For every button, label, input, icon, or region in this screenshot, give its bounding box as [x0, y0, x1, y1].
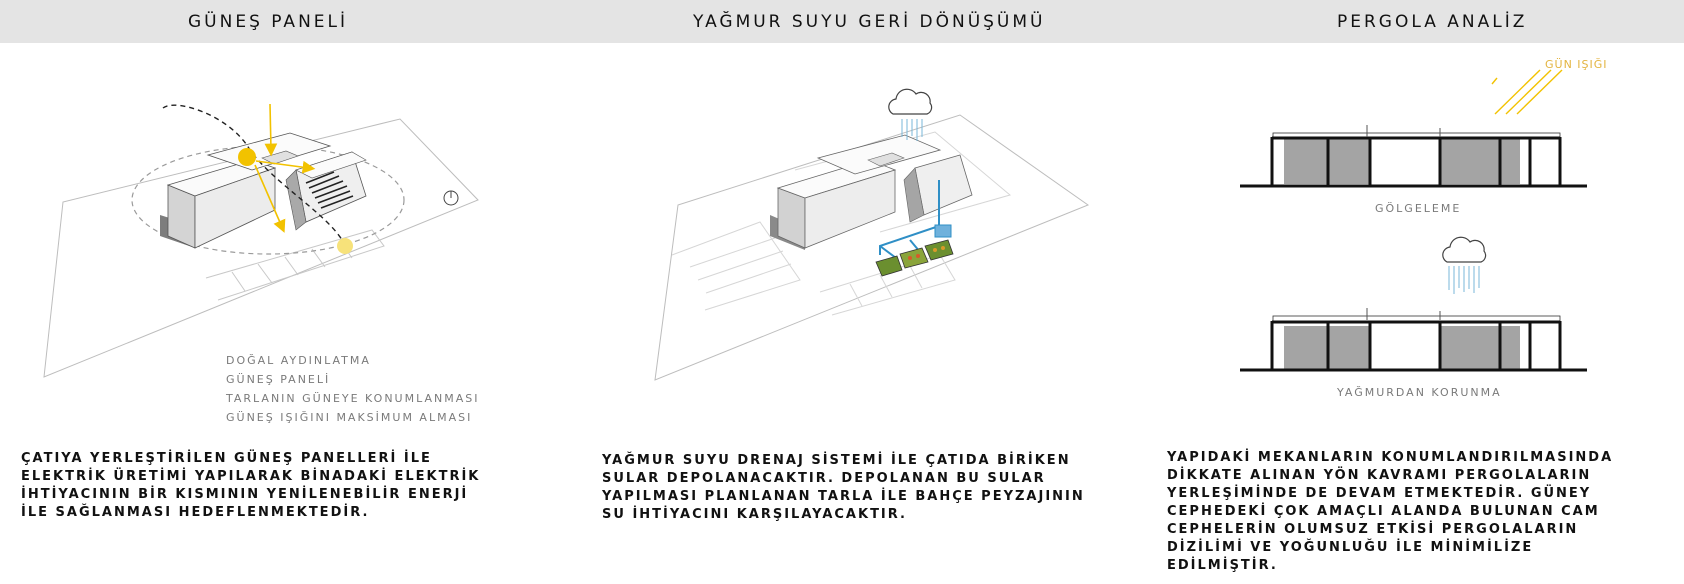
- legend-item: TARLANIN GÜNEYE KONUMLANMASI: [226, 392, 480, 405]
- solar-diagram: [44, 104, 478, 377]
- building-roof-top: [208, 133, 330, 170]
- title-rainwater: YAĞMUR SUYU GERİ DÖNÜŞÜMÜ: [693, 12, 1046, 32]
- pergola-rain-cloud-icon: [1443, 237, 1486, 294]
- north-compass-icon: [444, 191, 458, 205]
- title-pergola: PERGOLA ANALİZ: [1337, 12, 1528, 32]
- water-tank: [935, 225, 951, 237]
- caption-rain-protection: YAĞMURDAN KORUNMA: [1337, 386, 1502, 399]
- pergola-description: YAPIDAKİ MEKANLARIN KONUMLANDIRILMASINDA DİKKATE ALINAN YÖN KAVRAMI PERGOLALARIN YERLEŞİMİNDE DE DEVAM ETMEKTEDİR. GÜNEY CEPHEDEKİ ÇOK AMAÇLI ALANDA BULUNAN CAM CEPHELERİN OLUMSUZ ETKİSİ PERGOLALARIN DİZİLİMİ VE YOĞUNLUĞU İLE MİNİMİLİZE EDİLMİŞTİR.: [1167, 450, 1614, 573]
- legend-item: GÜNEŞ IŞIĞINI MAKSİMUM ALMASI: [226, 411, 473, 424]
- pergola-section-rain: [1240, 308, 1587, 370]
- sun-light-label: GÜN IŞIĞI: [1545, 58, 1608, 71]
- caption-shade: GÖLGELEME: [1375, 202, 1462, 215]
- rain-description: YAĞMUR SUYU DRENAJ SİSTEMİ İLE ÇATIDA BİRİKEN SULAR DEPOLANACAKTIR. DEPOLANAN BU SULAR YAPILMASI PLANLANAN TARLA İLE BAHÇE PEYZAJININ SU İHTİYACINI KARŞILAYACAKTIR.: [602, 453, 1085, 522]
- sun-rays: [1492, 70, 1562, 114]
- solar-legend: [226, 351, 479, 427]
- sun-icon: [238, 148, 256, 166]
- title-solar-panel: GÜNEŞ PANELİ: [188, 12, 349, 32]
- rain-cloud-icon: [889, 89, 932, 141]
- legend-item: DOĞAL AYDINLATMA: [226, 354, 371, 367]
- pergola-diagram: [1240, 70, 1587, 370]
- solar-description: ÇATIYA YERLEŞTİRİLEN GÜNEŞ PANELLERİ İLE ELEKTRİK ÜRETİMİ YAPILARAK BİNADAKİ ELEKTRİK İHTİYACININ BİR KISMININ YENİLENEBİLİR ENERJİ İLE SAĞLANMASI HEDEFLENMEKTEDİR.: [21, 451, 481, 520]
- pergola-section-shade: [1240, 125, 1587, 186]
- rain-diagram: [655, 89, 1088, 380]
- sun-low-icon: [337, 238, 353, 254]
- legend-item: GÜNEŞ PANELİ: [226, 373, 331, 386]
